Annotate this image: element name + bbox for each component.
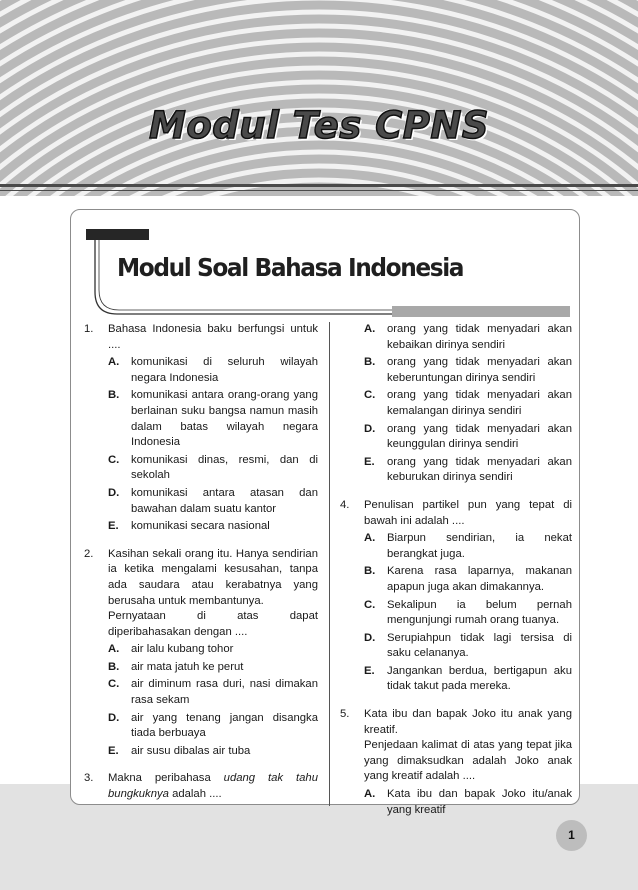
option-letter: A. (108, 356, 120, 369)
option-letter: B. (108, 660, 120, 673)
option-text: Serupiahpun tidak lagi tersisa di saku celananya. (387, 631, 572, 660)
option-d (108, 486, 318, 517)
option-letter: A. (364, 788, 376, 801)
option-text: air yang tenang jangan disangka tiada berbuaya (131, 711, 318, 740)
option-c (364, 598, 572, 629)
option-text: air mata jatuh ke perut (131, 660, 244, 673)
option-a (108, 355, 318, 386)
option-a (364, 787, 572, 818)
option-letter: E. (364, 455, 375, 468)
column-divider (329, 322, 330, 806)
question-3 (84, 771, 318, 802)
option-letter: C. (108, 678, 120, 691)
question-number: 2. (84, 547, 94, 560)
option-e (364, 664, 572, 695)
option-b (108, 660, 318, 676)
option-letter: B. (364, 565, 376, 578)
option-letter: A. (364, 532, 376, 545)
option-text: komunikasi dinas, resmi, dan di sekolah (131, 453, 318, 482)
page-number: 1 (556, 820, 587, 851)
option-letter: C. (364, 389, 376, 402)
option-d (364, 422, 572, 453)
options-list (364, 322, 572, 486)
section-title: Modul Soal Bahasa Indonesia (117, 253, 464, 282)
option-letter: B. (364, 356, 376, 369)
option-e (108, 519, 318, 535)
question-stem: Kasihan sekali orang itu. Hanya sendirian ia ketika mengalami kesusahan, tanpa ada saudara atau kerabatnya yang berusaha untuk membantunya. (108, 547, 318, 607)
option-letter: D. (364, 422, 376, 435)
left-column (84, 322, 318, 815)
option-text: orang yang tidak menyadari akan kebaikan dirinya sendiri (387, 323, 572, 351)
option-text: Jangankan berdua, bertigapun aku tidak takut pada mereka. (387, 664, 572, 693)
question-1 (84, 322, 318, 535)
option-c (364, 388, 572, 419)
option-letter: E. (108, 744, 119, 757)
option-text: orang yang tidak menyadari akan keberuntungan dirinya sendiri (387, 356, 572, 384)
option-letter: C. (364, 598, 376, 611)
options-list (108, 355, 318, 535)
option-text: komunikasi di seluruh wilayah negara Indonesia (131, 356, 318, 384)
option-text: air susu dibalas air tuba (131, 744, 251, 757)
option-text: komunikasi antara atasan dan bawahan dalam suatu kantor (131, 486, 318, 515)
title-deco-bar (86, 229, 149, 240)
option-b (364, 564, 572, 595)
option-b (364, 355, 572, 386)
question-4 (340, 498, 572, 695)
banner-arc-pattern (0, 0, 638, 196)
option-letter: D. (364, 631, 376, 644)
option-text: Kata ibu dan bapak Joko itu/anak yang kreatif (387, 788, 572, 816)
option-d (108, 711, 318, 742)
option-d (364, 631, 572, 662)
option-e (364, 455, 572, 486)
option-letter: E. (364, 664, 375, 677)
option-letter: A. (364, 323, 376, 335)
question-prompt: Pernyataan di atas dapat diperibahasakan dengan .... (108, 610, 318, 638)
option-text: komunikasi antara orang-orang yang berlainan suku bangsa namun masih dalam batas wilayah negara Indonesia (131, 389, 318, 449)
option-a (108, 642, 318, 658)
options-list (364, 531, 572, 695)
option-b (108, 388, 318, 450)
question-stem (108, 771, 318, 802)
title-grey-bar (392, 306, 570, 317)
option-text: orang yang tidak menyadari akan kemalangan dirinya sendiri (387, 389, 572, 417)
right-column (340, 322, 572, 830)
option-letter: A. (108, 643, 120, 656)
stem-suffix: adalah .... (168, 788, 222, 801)
option-text: Sekalipun ia belum pernah mengunjungi rumah orang tuanya. (387, 598, 572, 627)
option-letter: C. (108, 453, 120, 466)
option-text: orang yang tidak menyadari akan keunggulan dirinya sendiri (387, 422, 572, 451)
option-letter: E. (108, 520, 119, 533)
option-letter: D. (108, 486, 120, 499)
option-text: Karena rasa laparnya, makanan apapun juga akan dimakannya. (387, 565, 572, 593)
options-list (108, 642, 318, 759)
question-5 (340, 707, 572, 818)
option-text: orang yang tidak menyadari akan keburukan dirinya sendiri (387, 455, 572, 484)
question-number: 4. (340, 498, 350, 511)
question-stem: Penulisan partikel pun yang tepat di bawah ini adalah .... (364, 498, 572, 527)
question-stem: Bahasa Indonesia baku berfungsi untuk .... (108, 323, 318, 351)
question-3-options (340, 322, 572, 486)
header-banner (0, 0, 638, 196)
options-list (364, 787, 572, 818)
option-c (108, 453, 318, 484)
question-2 (84, 547, 318, 760)
question-prompt: Penjedaan kalimat di atas yang tepat jika yang dimaksudkan adalah Joko anak yang kreatif adalah .... (364, 739, 572, 783)
question-number: 5. (340, 708, 350, 721)
question-stem: Kata ibu dan bapak Joko itu anak yang kreatif. (364, 708, 572, 736)
option-text: air diminum rasa duri, nasi dimakan rasa sekam (131, 678, 318, 707)
option-c (108, 677, 318, 708)
question-number: 1. (84, 323, 94, 335)
option-e (108, 744, 318, 760)
banner-rule-bottom (0, 190, 638, 191)
stem-prefix: Makna peribahasa (108, 772, 224, 785)
option-text: air lalu kubang tohor (131, 643, 234, 656)
option-letter: D. (108, 711, 120, 724)
option-text: Biarpun sendirian, ia nekat berangkat juga. (387, 532, 572, 560)
question-number: 3. (84, 772, 94, 785)
option-letter: B. (108, 389, 120, 402)
stem-proverb: udang tak tahu bungkuknya (108, 772, 318, 801)
option-a (364, 531, 572, 562)
option-a (364, 322, 572, 353)
banner-title: Modul Tes CPNS (149, 104, 489, 147)
banner-rule-top (0, 184, 638, 187)
option-text: komunikasi secara nasional (131, 520, 270, 533)
